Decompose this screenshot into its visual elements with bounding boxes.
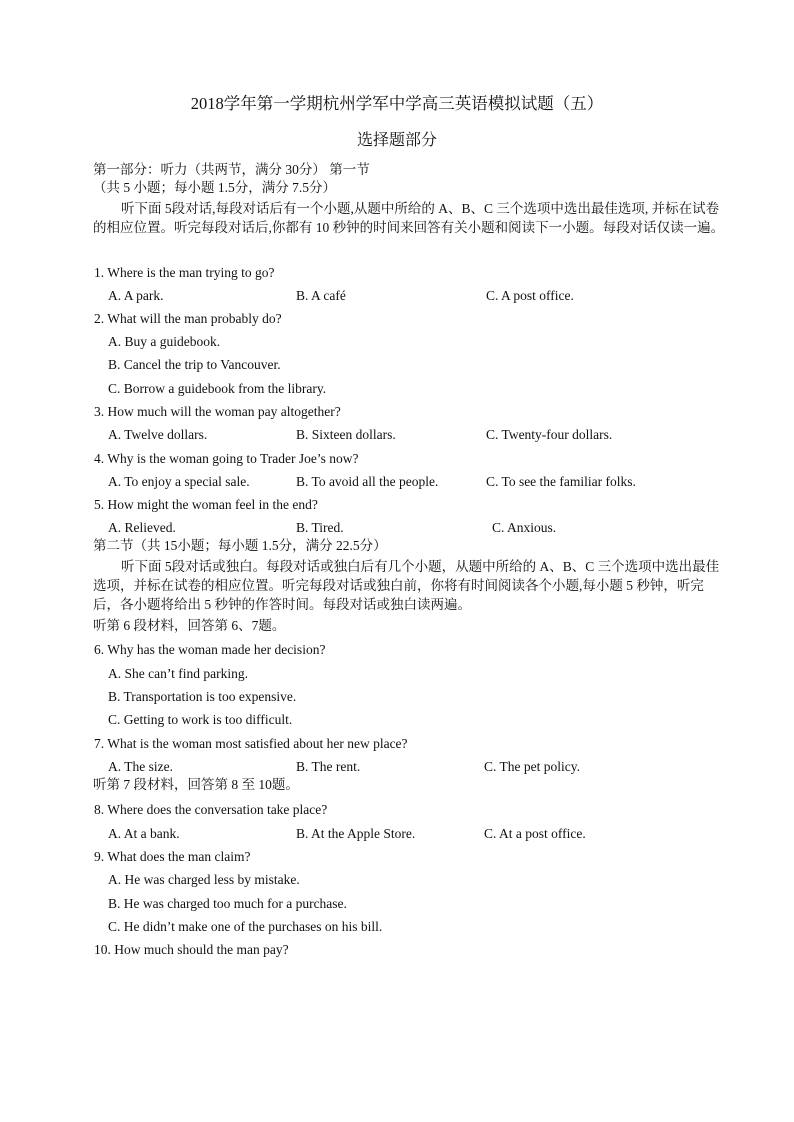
question-5: 5. How might the woman feel in the end? bbox=[94, 497, 318, 512]
q3-option-c: C. Twenty-four dollars. bbox=[486, 427, 613, 442]
q6-option-b: B. Transportation is too expensive. bbox=[108, 689, 297, 704]
page-title: 2018学年第一学期杭州学军中学高三英语模拟试题（五） bbox=[190, 94, 604, 113]
q5-option-c: C. Anxious. bbox=[492, 520, 557, 535]
q1-option-b: B. A café bbox=[296, 288, 346, 303]
q8-option-b: B. At the Apple Store. bbox=[296, 826, 416, 841]
q6-option-c: C. Getting to work is too difficult. bbox=[108, 712, 293, 727]
q8-option-a: A. At a bank. bbox=[108, 826, 180, 841]
part1-subheading: （共 5 小题；每小题 1.5分，满分 7.5分） bbox=[93, 180, 336, 195]
question-2: 2. What will the man probably do? bbox=[94, 311, 282, 326]
q1-option-c: C. A post office. bbox=[486, 288, 574, 303]
part1-heading: 第一部分：听力（共两节，满分 30分） 第一节 bbox=[93, 162, 370, 177]
question-1: 1. Where is the man trying to go? bbox=[94, 265, 275, 280]
material-6-note: 听第 6 段材料，回答第 6、7题。 bbox=[93, 618, 286, 633]
q2-option-c: C. Borrow a guidebook from the library. bbox=[108, 381, 327, 396]
part1-instructions bbox=[93, 199, 725, 237]
q9-option-a: A. He was charged less by mistake. bbox=[108, 872, 300, 887]
q6-option-a: A. She can’t find parking. bbox=[108, 666, 248, 681]
q5-option-b: B. Tired. bbox=[296, 520, 344, 535]
q2-option-a: A. Buy a guidebook. bbox=[108, 334, 221, 349]
question-10: 10. How much should the man pay? bbox=[94, 942, 289, 957]
q7-option-a: A. The size. bbox=[108, 759, 173, 774]
material-7-note: 听第 7 段材料，回答第 8 至 10题。 bbox=[93, 777, 299, 792]
question-4: 4. Why is the woman going to Trader Joe’s now? bbox=[94, 451, 359, 466]
section-title: 选择题部分 bbox=[356, 132, 437, 149]
q7-option-c: C. The pet policy. bbox=[484, 759, 580, 774]
q2-option-b: B. Cancel the trip to Vancouver. bbox=[108, 357, 281, 372]
q4-option-b: B. To avoid all the people. bbox=[296, 474, 439, 489]
q3-option-b: B. Sixteen dollars. bbox=[296, 427, 396, 442]
q1-option-a: A. A park. bbox=[108, 288, 164, 303]
q9-option-b: B. He was charged too much for a purchase. bbox=[108, 896, 347, 911]
part2-instructions bbox=[93, 557, 725, 614]
question-7: 7. What is the woman most satisfied about her new place? bbox=[94, 736, 408, 751]
part1-instructions-text: 听下面 5段对话,每段对话后有一个小题,从题中所给的 A、B、C 三个选项中选出最佳选项, 并标在试卷的相应位置。听完每段对话后,你都有 10 秒钟的时间来回答有关小题和阅读下一小题。每段对话仅读一遍。 bbox=[93, 201, 725, 235]
q4-option-c: C. To see the familiar folks. bbox=[486, 474, 636, 489]
q7-option-b: B. The rent. bbox=[296, 759, 361, 774]
question-9: 9. What does the man claim? bbox=[94, 849, 251, 864]
question-8: 8. Where does the conversation take place? bbox=[94, 802, 328, 817]
part2-instructions-text: 听下面 5段对话或独白。每段对话或独白后有几个小题，从题中所给的 A、B、C 三个选项中选出最佳选项，并标在试卷的相应位置。听完每段对话或独白前，你将有时间阅读各个小题,每小题 5 秒钟，听完后，各小题将给出 5 秒钟的作答时间。每段对话或独白读两遍。 bbox=[93, 559, 720, 612]
q5-option-a: A. Relieved. bbox=[108, 520, 176, 535]
question-6: 6. Why has the woman made her decision? bbox=[94, 642, 326, 657]
question-3: 3. How much will the woman pay altogether? bbox=[94, 404, 341, 419]
q8-option-c: C. At a post office. bbox=[484, 826, 586, 841]
q3-option-a: A. Twelve dollars. bbox=[108, 427, 208, 442]
q4-option-a: A. To enjoy a special sale. bbox=[108, 474, 250, 489]
q9-option-c: C. He didn’t make one of the purchases on his bill. bbox=[108, 919, 383, 934]
part2-heading: 第二节（共 15小题；每小题 1.5分，满分 22.5分） bbox=[93, 538, 387, 553]
